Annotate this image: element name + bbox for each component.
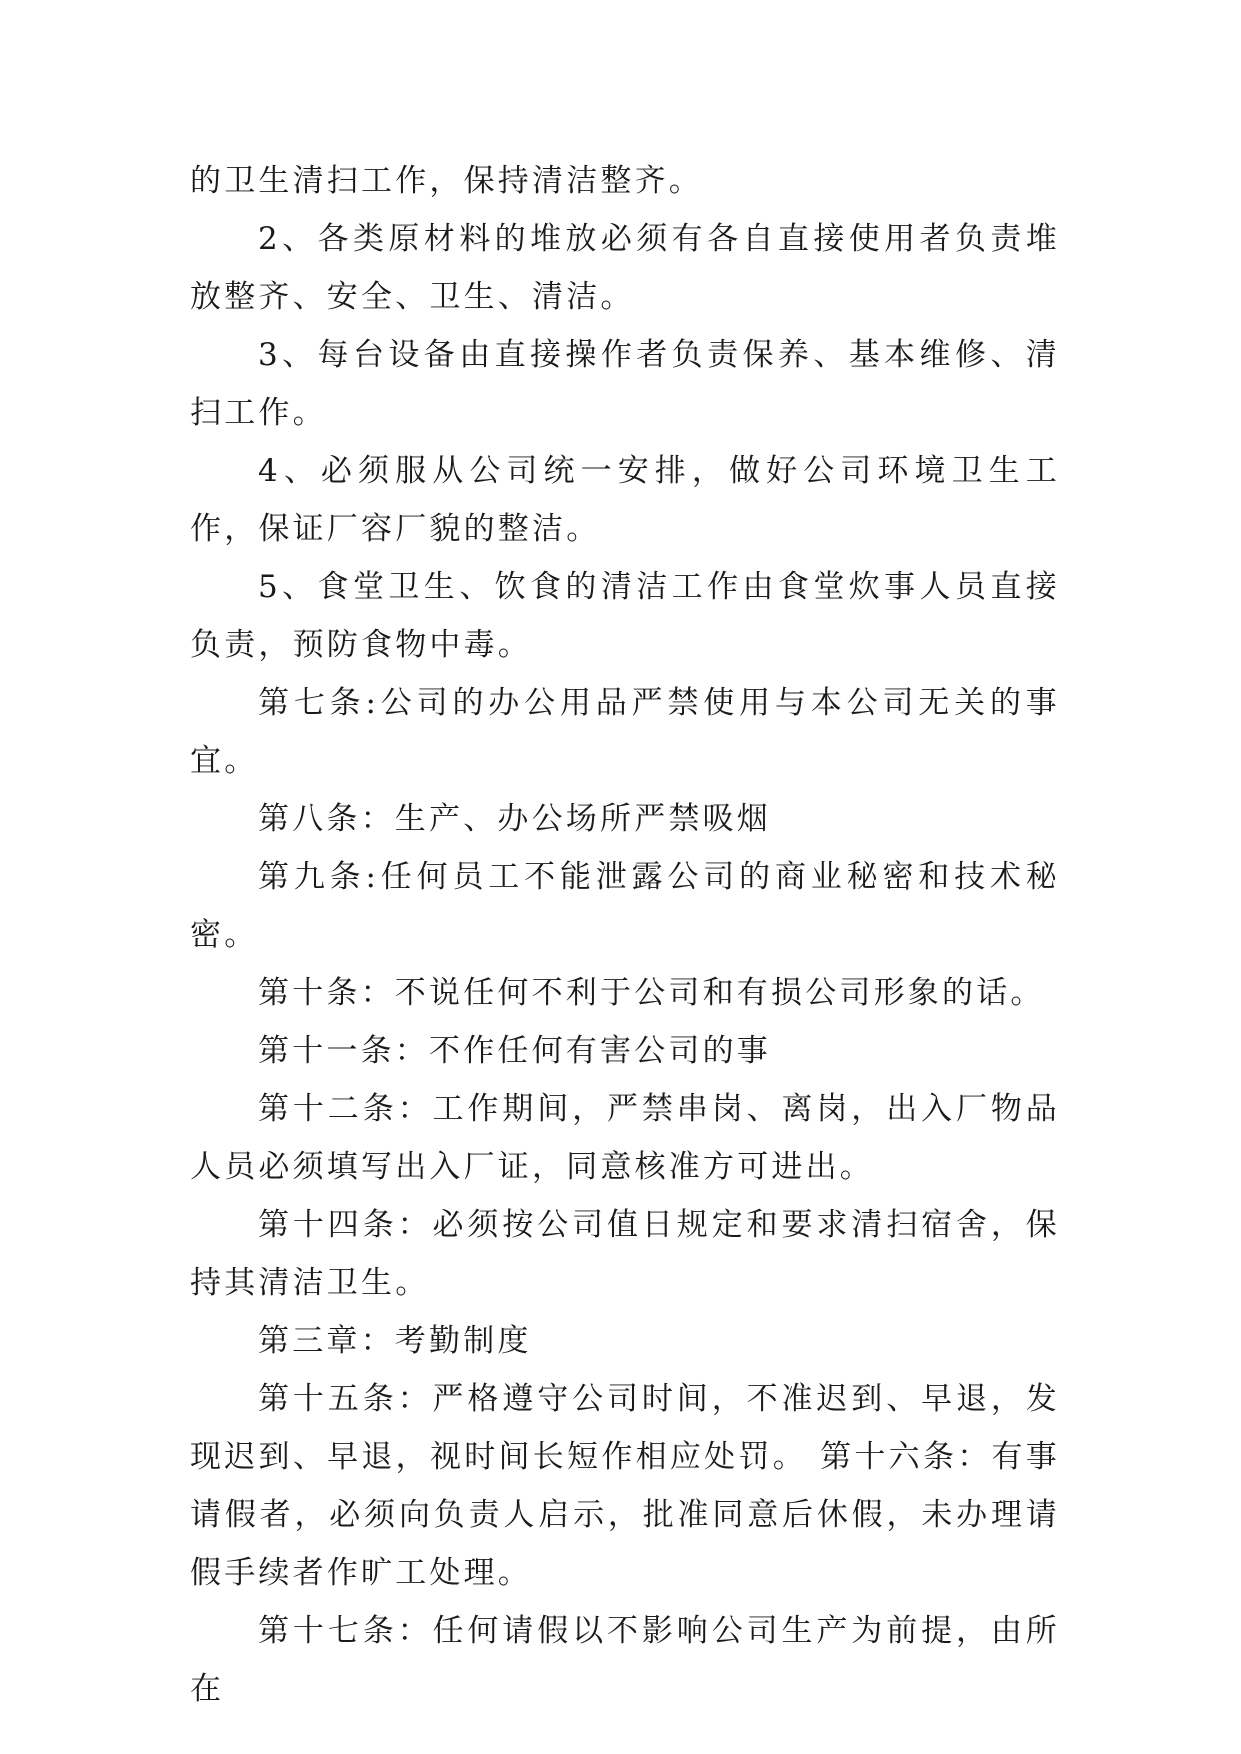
paragraph-4: 5、食堂卫生、饮食的清洁工作由食堂炊事人员直接负责，预防食物中毒。 [190,569,1060,663]
document-body [190,152,1060,1718]
article-8: 第八条：生产、办公场所严禁吸烟 [258,801,771,837]
article-15-16: 第十五条：严格遵守公司时间，不准迟到、早退，发现迟到、早退，视时间长短作相应处罚。 第十六条：有事请假者，必须向负责人启示，批准同意后休假，未办理请假手续者作旷工处理。 [190,1381,1060,1591]
article-14: 第十四条：必须按公司值日规定和要求清扫宿舍，保持其清洁卫生。 [190,1207,1060,1301]
paragraph-2: 3、每台设备由直接操作者负责保养、基本维修、清扫工作。 [190,337,1060,431]
paragraph-1: 2、各类原材料的堆放必须有各自直接使用者负责堆放整齐、安全、卫生、清洁。 [190,221,1060,315]
article-7: 第七条:公司的办公用品严禁使用与本公司无关的事宜。 [190,685,1060,779]
article-11: 第十一条：不作任何有害公司的事 [258,1033,771,1069]
paragraph-3: 4、必须服从公司统一安排，做好公司环境卫生工作，保证厂容厂貌的整洁。 [190,453,1060,547]
chapter-3-heading: 第三章：考勤制度 [258,1323,532,1359]
article-10: 第十条：不说任何不利于公司和有损公司形象的话。 [258,975,1045,1011]
article-9: 第九条:任何员工不能泄露公司的商业秘密和技术秘密。 [190,859,1060,953]
article-17: 第十七条：任何请假以不影响公司生产为前提，由所在 [190,1613,1060,1707]
article-12: 第十二条：工作期间，严禁串岗、离岗，出入厂物品人员必须填写出入厂证，同意核准方可进出。 [190,1091,1060,1185]
paragraph-0: 的卫生清扫工作，保持清洁整齐。 [190,163,703,199]
